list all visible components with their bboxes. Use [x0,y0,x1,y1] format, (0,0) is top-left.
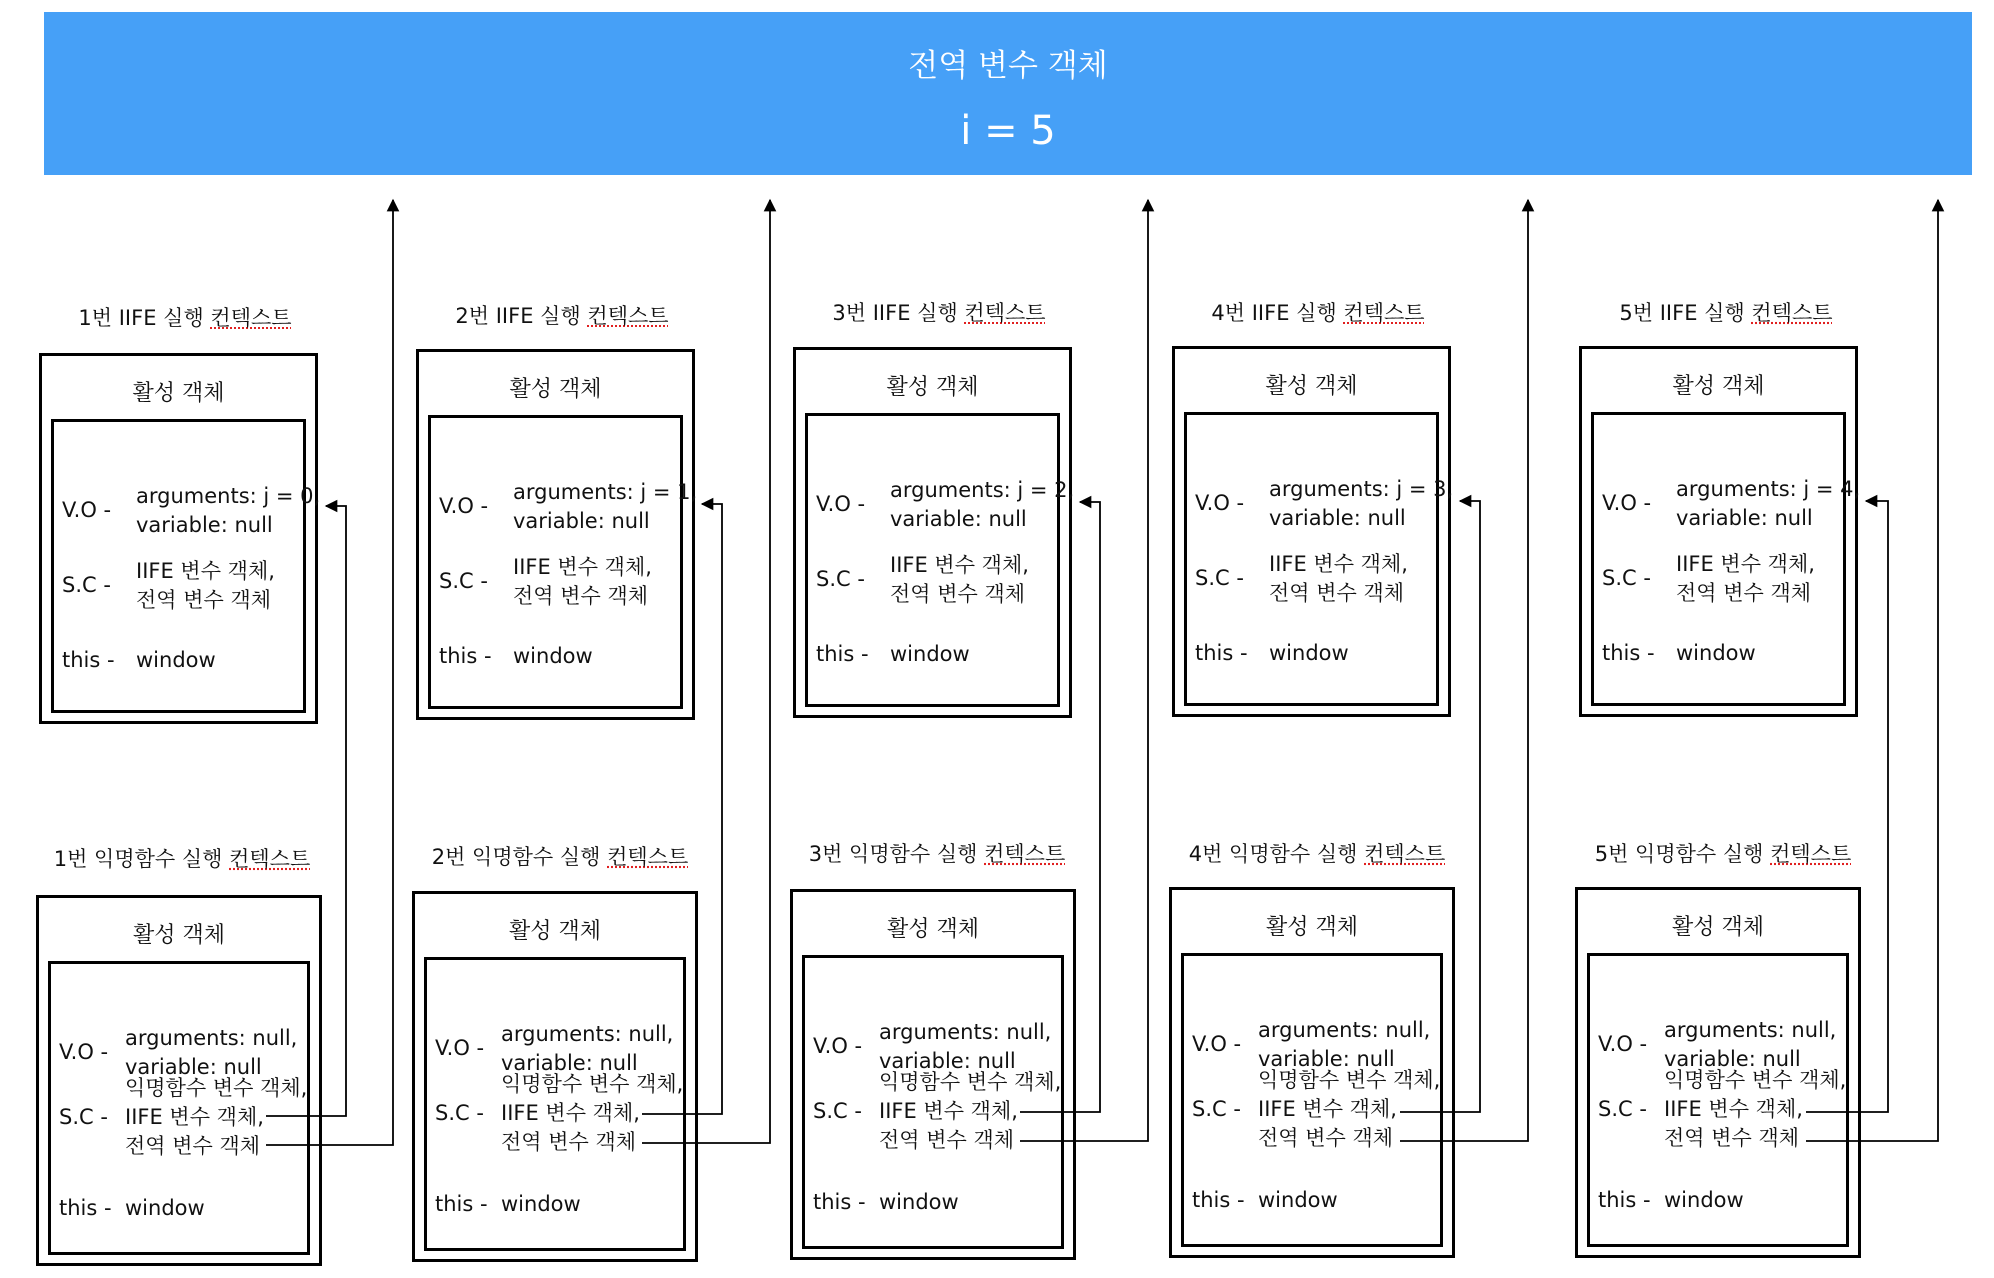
this-value: window [879,1190,959,1214]
sc-label: S.C - [816,567,865,591]
vo-values: arguments: null, variable: null [1258,1018,1431,1071]
activation-object-box [39,353,321,724]
vo-label: V.O - [59,1040,109,1064]
this-label: this - [1195,641,1248,665]
sc-values: 익명함수 변수 객체, IIFE 변수 객체, 전역 변수 객체 [501,1072,684,1154]
vo-values: arguments: null, variable: null [1664,1018,1837,1071]
anon-context-title: 5번 익명함수 실행 컨텍스트 [1594,842,1852,866]
activation-object-box [416,349,698,720]
sc-label: S.C - [1602,566,1651,590]
activation-object-contents [48,961,310,1255]
vo-values: arguments: j = 4, variable: null [1676,477,1861,530]
sc-values: IIFE 변수 객체, 전역 변수 객체 [890,553,1029,606]
activation-object-contents [1591,412,1861,706]
sc-label: S.C - [62,573,111,597]
sc-values: 익명함수 변수 객체, IIFE 변수 객체, 전역 변수 객체 [1664,1068,1847,1150]
activation-object-title: 활성 객체 [886,917,979,942]
this-label: this - [1192,1188,1245,1212]
activation-object-title: 활성 객체 [132,923,225,948]
sc-values: IIFE 변수 객체, 전역 변수 객체 [1676,552,1815,605]
activation-object-box [1579,346,1861,717]
this-value: window [501,1192,581,1216]
vo-label: V.O - [62,498,112,522]
activation-object-contents [1587,953,1849,1247]
activation-object-box [1172,346,1454,717]
this-value: window [513,644,593,668]
vo-label: V.O - [1195,491,1245,515]
global-object-title: 전역 변수 객체 [908,48,1108,84]
this-value: window [1664,1188,1744,1212]
activation-object-box [412,891,698,1262]
activation-object-box [1575,887,1861,1258]
activation-object-title: 활성 객체 [509,377,602,402]
iife-context-title: 1번 IIFE 실행 컨텍스트 [78,306,292,330]
iife-context-title: 4번 IIFE 실행 컨텍스트 [1211,301,1425,325]
activation-object-box [793,347,1075,718]
vo-values: arguments: j = 2, variable: null [890,478,1075,531]
global-object-value: i = 5 [960,108,1056,154]
anon-context-title: 2번 익명함수 실행 컨텍스트 [431,845,689,869]
vo-label: V.O - [1598,1032,1648,1056]
activation-object-contents [51,419,321,713]
this-label: this - [59,1196,112,1220]
sc-values: 익명함수 변수 객체, IIFE 변수 객체, 전역 변수 객체 [879,1070,1062,1152]
activation-object-contents [424,957,686,1251]
vo-label: V.O - [1602,491,1652,515]
sc-values: IIFE 변수 객체, 전역 변수 객체 [1269,552,1408,605]
anon-context-title: 4번 익명함수 실행 컨텍스트 [1188,842,1446,866]
sc-label: S.C - [439,569,488,593]
vo-label: V.O - [816,492,866,516]
activation-object-title: 활성 객체 [1671,915,1764,940]
sc-values: 익명함수 변수 객체, IIFE 변수 객체, 전역 변수 객체 [1258,1068,1441,1150]
this-value: window [1269,641,1349,665]
sc-values: 익명함수 변수 객체, IIFE 변수 객체, 전역 변수 객체 [125,1076,308,1158]
activation-object-box [790,889,1076,1260]
vo-values: arguments: null, variable: null [501,1022,674,1075]
vo-label: V.O - [435,1036,485,1060]
sc-label: S.C - [59,1105,108,1129]
this-label: this - [1598,1188,1651,1212]
activation-object-contents [1184,412,1454,706]
vo-values: arguments: null, variable: null [125,1026,298,1079]
activation-object-title: 활성 객체 [1672,374,1765,399]
vo-values: arguments: null, variable: null [879,1020,1052,1073]
vo-values: arguments: j = 0, variable: null [136,484,321,537]
vo-values: arguments: j = 1, variable: null [513,480,698,533]
anon-context-title: 1번 익명함수 실행 컨텍스트 [53,847,311,871]
vo-label: V.O - [1192,1032,1242,1056]
this-value: window [125,1196,205,1220]
activation-object-contents [1181,953,1443,1247]
sc-label: S.C - [813,1099,862,1123]
this-value: window [890,642,970,666]
iife-context-title: 2번 IIFE 실행 컨텍스트 [455,304,669,328]
activation-object-contents [428,415,698,709]
activation-object-title: 활성 객체 [1265,915,1358,940]
this-label: this - [435,1192,488,1216]
activation-object-contents [802,955,1064,1249]
activation-object-title: 활성 객체 [1265,374,1358,399]
this-label: this - [1602,641,1655,665]
vo-label: V.O - [813,1034,863,1058]
vo-label: V.O - [439,494,489,518]
sc-label: S.C - [1192,1097,1241,1121]
sc-values: IIFE 변수 객체, 전역 변수 객체 [513,555,652,608]
this-label: this - [813,1190,866,1214]
sc-label: S.C - [1598,1097,1647,1121]
sc-label: S.C - [435,1101,484,1125]
activation-object-box [36,895,322,1266]
this-label: this - [439,644,492,668]
sc-values: IIFE 변수 객체, 전역 변수 객체 [136,559,275,612]
activation-object-title: 활성 객체 [886,375,979,400]
activation-object-contents [805,413,1075,707]
this-value: window [1258,1188,1338,1212]
sc-label: S.C - [1195,566,1244,590]
this-label: this - [62,648,115,672]
activation-object-title: 활성 객체 [508,919,601,944]
vo-values: arguments: j = 3, variable: null [1269,477,1454,530]
iife-context-title: 3번 IIFE 실행 컨텍스트 [832,301,1046,325]
iife-context-title: 5번 IIFE 실행 컨텍스트 [1619,301,1833,325]
this-label: this - [816,642,869,666]
activation-object-box [1169,887,1455,1258]
this-value: window [1676,641,1756,665]
activation-object-title: 활성 객체 [132,381,225,406]
this-value: window [136,648,216,672]
anon-context-title: 3번 익명함수 실행 컨텍스트 [808,842,1066,866]
